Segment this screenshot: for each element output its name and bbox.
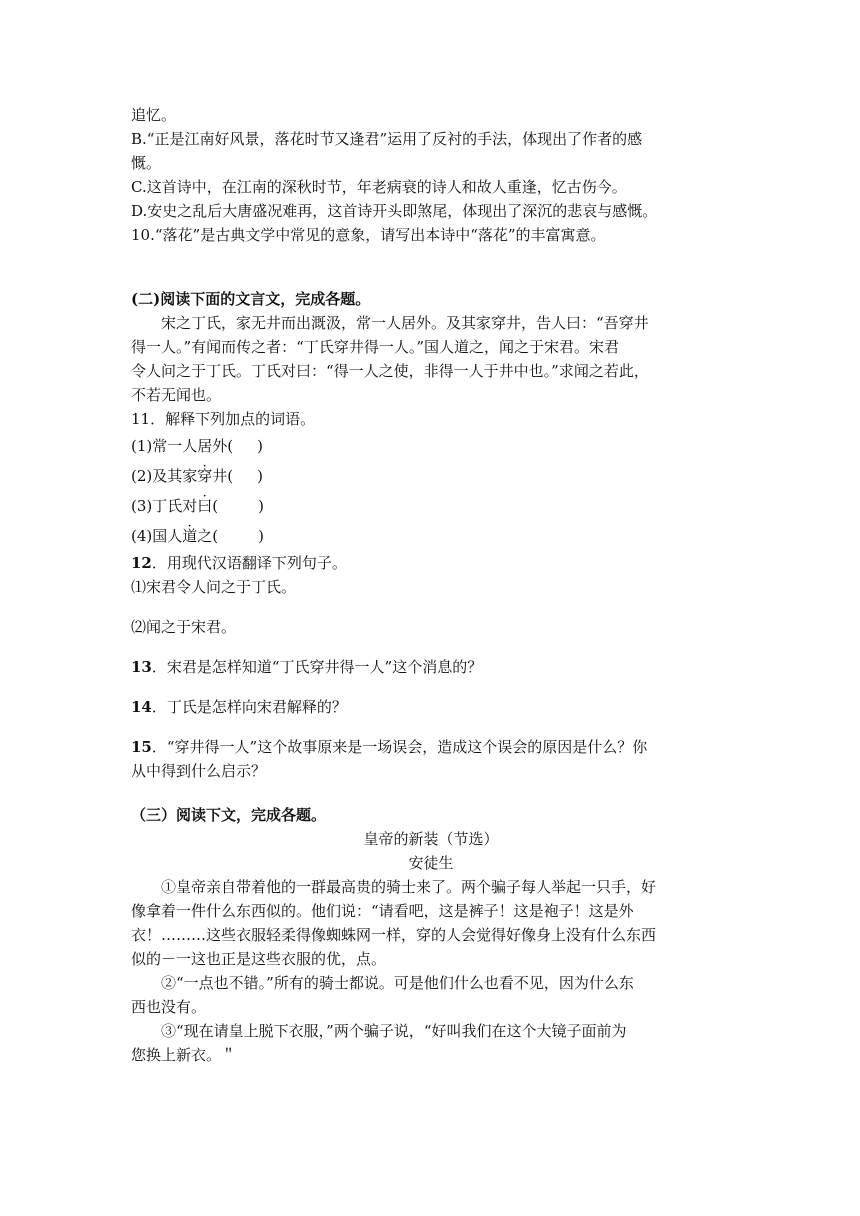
q11-item-2 [131, 461, 731, 491]
question-13-text: ．宋君是怎样知道“丁氏穿井得一人”这个消息的？ [151, 658, 483, 676]
passage-line-4: 不若无闻也。 [131, 386, 222, 404]
option-c: C.这首诗中，在江南的深秋时节，年老病衰的诗人和故人重逢，忆古伤今。 [131, 178, 627, 196]
question-15-line1 [131, 735, 731, 759]
option-d: D.安史之乱后大唐盛况难再，这首诗开头即煞尾，体现出了深沉的悲哀与感慨。 [131, 202, 658, 220]
option-b-line1: B.“正是江南好风景，落花时节又逢君”运用了反衬的手法，体现出了作者的感 [131, 130, 643, 148]
question-14 [131, 695, 731, 719]
q11-item-4 [131, 521, 731, 551]
paragraph-1-line-1: ①皇帝亲自带着他的一群最高贵的骑士来了。两个骗子每人举起一只手，好 [161, 878, 657, 896]
q11-item-4-post: 之( [197, 527, 219, 545]
paragraph-2-line-1: ②“一点也不错。”所有的骑士都说。可是他们什么也看不见，因为什么东 [161, 974, 634, 992]
section-3-heading: （三）阅读下文，完成各题。 [131, 806, 327, 824]
paragraph-1-line-3: 衣！………这些衣服轻柔得像蜘蛛网一样，穿的人会觉得好像身上没有什么东西 [131, 926, 657, 944]
spacer [131, 247, 731, 287]
spacer [131, 599, 731, 615]
q11-item-3-dotted-word: 对 [182, 497, 198, 515]
paragraph-3-line-1: ③“现在请皇上脱下衣服，”两个骗子说，“好叫我们在这个大镜子面前为 [161, 1022, 627, 1040]
spacer [131, 639, 731, 655]
q11-item-2-post: 井( [212, 467, 234, 485]
q11-item-3-pre: (3)丁氏 [131, 497, 183, 515]
q11-item-3-close: ) [258, 497, 264, 515]
q11-item-1-close: ) [257, 437, 263, 455]
paragraph-1-line-4: 似的－一这也正是这些衣服的优，点。 [131, 950, 387, 968]
question-15-text: ．“穿井得一人”这个故事原来是一场误会，造成这个误会的原因是什么？你 [151, 738, 648, 756]
question-15-line2: 从中得到什么启示？ [131, 762, 267, 780]
question-13-number: 13 [131, 658, 152, 676]
question-12 [131, 551, 731, 575]
section-2-heading: (二)阅读下面的文言文，完成各题。 [131, 290, 371, 308]
q11-item-4-pre: (4)国人 [131, 527, 183, 545]
question-10: 10.“落花”是古典文学中常见的意象，请写出本诗中“落花”的丰富寓意。 [131, 226, 606, 244]
q11-item-3 [131, 491, 731, 521]
question-11: 11．解释下列加点的词语。 [131, 410, 316, 428]
q11-item-4-dotted-word: 道 [182, 527, 198, 545]
question-15-number: 15 [131, 738, 152, 756]
paragraph-3-line-2: 您换上新衣。＂ [131, 1046, 237, 1064]
spacer [131, 679, 731, 695]
question-12-number: 12 [131, 554, 152, 572]
spacer [131, 719, 731, 735]
paragraph-1-line-2: 像拿着一件什么东西似的。他们说：“请看吧，这是裤子！这是袍子！这是外 [131, 902, 634, 920]
option-a-tail: 追忆。 [131, 106, 177, 124]
passage-line-3: 令人问之于丁氏。丁氏对曰：“得一人之使，非得一人于井中也。”求闻之若此， [131, 362, 649, 380]
question-12-1: ⑴宋君令人问之于丁氏。 [131, 578, 297, 596]
passage-author: 安徒生 [408, 854, 454, 872]
option-b-line2: 慨。 [131, 154, 162, 172]
paragraph-2-line-2: 西也没有。 [131, 998, 207, 1016]
question-12-text: ．用现代汉语翻译下列句子。 [151, 554, 347, 572]
question-14-text: ．丁氏是怎样向宋君解释的？ [151, 698, 347, 716]
q11-item-1-pre: (1)常一人 [131, 437, 198, 455]
q11-item-3-post: 曰( [197, 497, 219, 515]
question-14-number: 14 [131, 698, 152, 716]
q11-item-2-close: ) [257, 467, 263, 485]
passage-line-2: 得一人。”有闻而传之者：“丁氏穿井得一人。”国人道之，闻之于宋君。宋君 [131, 338, 620, 356]
page-content [131, 103, 731, 1067]
q11-item-2-pre: (2)及其家 [131, 467, 198, 485]
question-12-2: ⑵闻之于宋君。 [131, 618, 237, 636]
q11-item-4-close: ) [258, 527, 264, 545]
q11-item-1-post: 外( [212, 437, 234, 455]
q11-item-1 [131, 431, 731, 461]
passage-line-1: 宋之丁氏，家无井而出溉汲，常一人居外。及其家穿井，告人曰：“吾穿井 [161, 314, 649, 332]
spacer [131, 783, 731, 803]
question-13 [131, 655, 731, 679]
passage-title: 皇帝的新装（节选） [363, 830, 499, 848]
q11-item-2-dotted-word: 穿 [197, 467, 213, 485]
q11-item-1-dotted-word: 居 [197, 437, 213, 455]
